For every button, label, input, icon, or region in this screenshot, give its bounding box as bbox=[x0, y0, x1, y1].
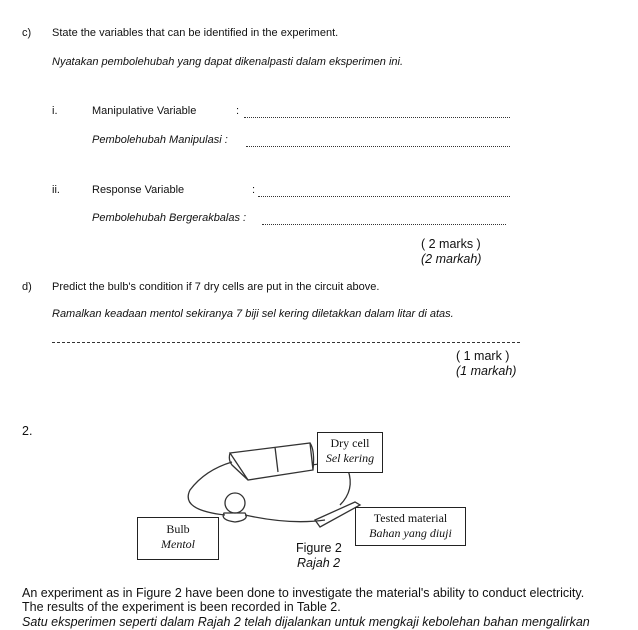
part-d-marks-ms: (1 markah) bbox=[456, 364, 517, 378]
tested-material-label: Tested material bbox=[373, 511, 448, 525]
dry-cell-icon bbox=[229, 443, 313, 480]
bulb-label-ms: Mentol bbox=[161, 537, 195, 551]
part-d-marks: ( 1 mark ) bbox=[456, 349, 510, 363]
item-ii-number: ii. bbox=[52, 184, 60, 196]
part-c-marks: ( 2 marks ) bbox=[421, 237, 481, 251]
response-answer-line-ms[interactable] bbox=[262, 224, 506, 225]
part-c-label: c) bbox=[22, 27, 32, 39]
response-answer-line[interactable] bbox=[258, 196, 510, 197]
part-c-marks-ms: (2 markah) bbox=[421, 252, 482, 266]
tested-material-icon bbox=[315, 502, 360, 527]
paragraph-line-2: The results of the experiment is been recorded in Table 2. bbox=[22, 600, 341, 614]
part-d-answer-line[interactable] bbox=[52, 342, 520, 343]
question-2-number: 2. bbox=[22, 424, 33, 438]
bulb-label-box bbox=[137, 517, 219, 560]
colon: : bbox=[252, 184, 256, 196]
dry-cell-label-ms: Sel kering bbox=[325, 451, 375, 465]
part-d-question-ms: Ramalkan keadaan mentol sekiranya 7 biji sel kering diletakkan dalam litar di atas. bbox=[52, 308, 454, 320]
response-variable-label: Response Variable bbox=[92, 184, 185, 196]
item-i-number: i. bbox=[52, 105, 58, 117]
manipulative-answer-line[interactable] bbox=[244, 117, 510, 118]
dry-cell-label: Dry cell bbox=[330, 436, 370, 450]
tested-material-label-box bbox=[355, 507, 466, 546]
part-d-question: Predict the bulb's condition if 7 dry cells are put in the circuit above. bbox=[52, 281, 380, 293]
part-d-label: d) bbox=[22, 281, 32, 293]
manipulative-variable-label-ms: Pembolehubah Manipulasi : bbox=[92, 134, 228, 146]
paragraph-line-3-ms: Satu eksperimen seperti dalam Rajah 2 telah dijalankan untuk mengkaji kebolehan bahan mengalirkan bbox=[22, 615, 590, 629]
response-variable-label-ms: Pembolehubah Bergerakbalas : bbox=[92, 212, 247, 224]
wire bbox=[245, 515, 325, 522]
tested-material-label-ms: Bahan yang diuji bbox=[369, 526, 452, 540]
part-c-question: State the variables that can be identified in the experiment. bbox=[52, 27, 339, 39]
dry-cell-label-box bbox=[317, 432, 383, 473]
bulb-label: Bulb bbox=[166, 522, 190, 536]
figure-caption-ms: Rajah 2 bbox=[297, 556, 341, 570]
bulb-icon bbox=[223, 493, 246, 522]
manipulative-answer-line-ms[interactable] bbox=[246, 146, 510, 147]
manipulative-variable-label: Manipulative Variable bbox=[92, 105, 197, 117]
figure-caption: Figure 2 bbox=[296, 541, 342, 555]
paragraph-line-1: An experiment as in Figure 2 have been done to investigate the material's ability to conduct electricity. bbox=[22, 586, 585, 600]
part-c-question-ms: Nyatakan pembolehubah yang dapat dikenalpasti dalam eksperimen ini. bbox=[52, 56, 404, 68]
colon: : bbox=[236, 105, 240, 117]
